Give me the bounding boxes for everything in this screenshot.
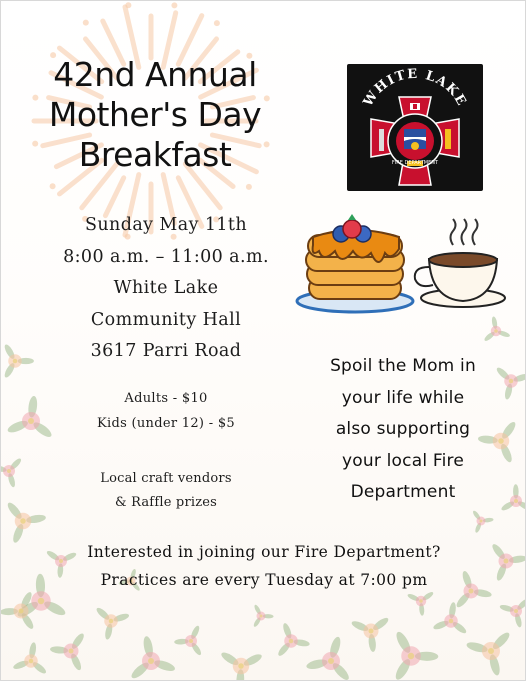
event-address: 3617 Parri Road	[90, 341, 242, 361]
event-time: 8:00 a.m. – 11:00 a.m.	[63, 246, 269, 267]
recruit-line: Practices are every Tuesday at 7:00 pm	[100, 571, 428, 589]
title-line: Breakfast	[78, 135, 232, 174]
logo-arc-text: WHITE LAKE	[360, 66, 470, 110]
event-date: Sunday May 11th	[85, 215, 247, 235]
message-line: your life while	[341, 387, 465, 408]
message-line: Spoil the Mom in	[330, 356, 476, 376]
price-kids: Kids (under 12) - $5	[97, 416, 235, 431]
event-details	[41, 210, 291, 368]
event-venue: White Lake	[113, 278, 219, 298]
logo-ring-text: FIRE DEPARTMENT	[391, 160, 439, 166]
title-line: 42nd Annual	[53, 55, 257, 94]
extras-line: Local craft vendors	[100, 471, 232, 486]
ticket-prices	[41, 386, 291, 436]
support-message	[301, 351, 505, 509]
price-adults: Adults - $10	[124, 391, 208, 406]
extras-line: & Raffle prizes	[114, 495, 218, 510]
title-line: Mother's Day	[48, 95, 262, 134]
message-line: Department	[350, 482, 456, 502]
message-line: your local Fire	[342, 450, 464, 471]
event-extras	[41, 467, 291, 515]
message-line: also supporting	[335, 419, 471, 439]
event-venue: Community Hall	[90, 309, 242, 330]
recruitment-notice	[11, 538, 517, 594]
recruit-line: Interested in joining our Fire Department?	[87, 543, 441, 561]
